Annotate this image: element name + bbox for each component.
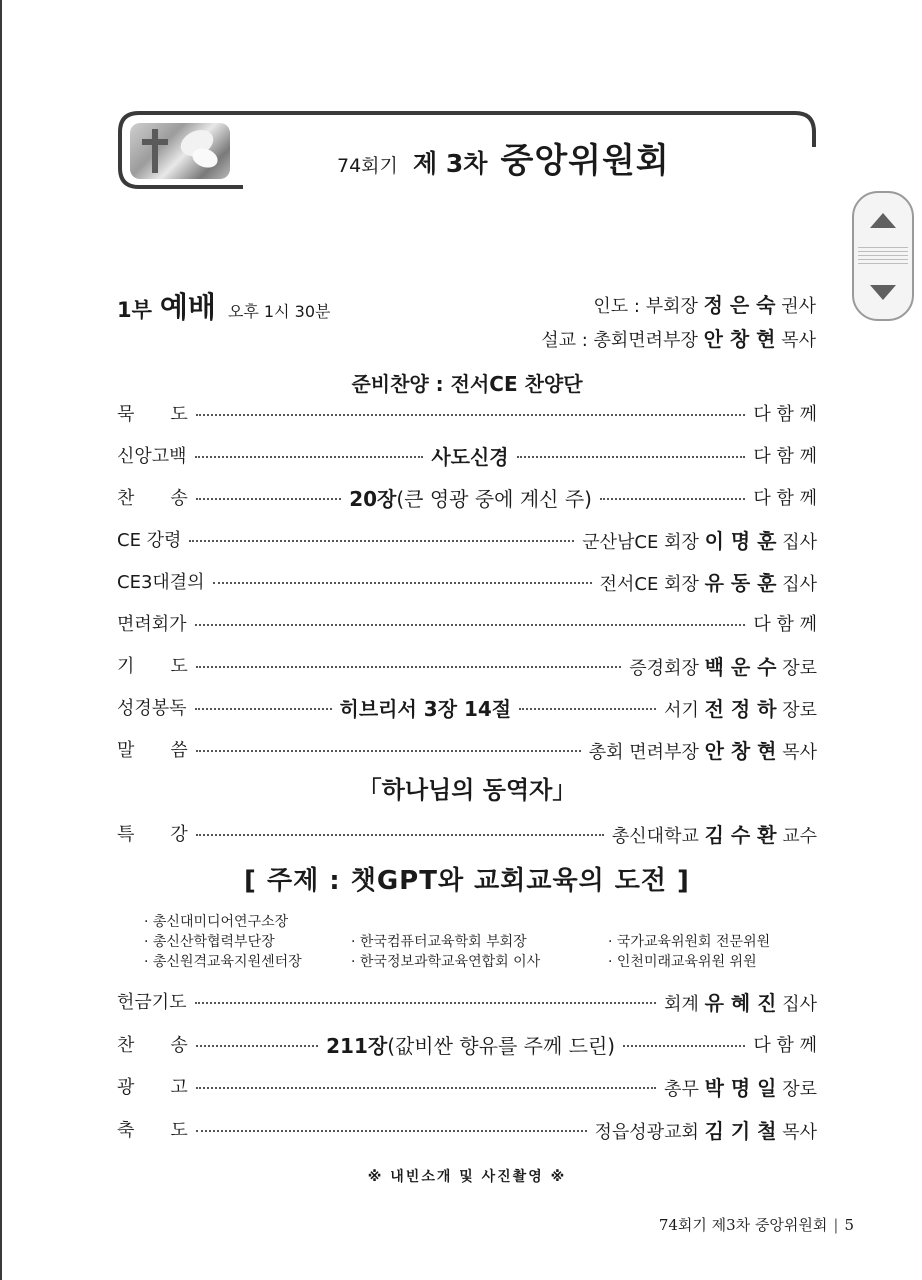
row-label: 묵 도 [117, 404, 188, 425]
program-row [117, 986, 817, 1016]
part-time: 오후 1시 30분 [227, 302, 331, 321]
page-left-border [0, 0, 2, 1280]
row-org: 증경회장 [629, 657, 699, 679]
banner-photo [130, 123, 230, 179]
row-label: 헌금기도 [117, 992, 187, 1013]
row-person: 다 함 께 [753, 404, 817, 425]
lecture-theme: [ 주제 : 챗GPT와 교회교육의 도전 ] [244, 866, 690, 896]
row-person [629, 651, 817, 680]
part-number: 1부 [117, 298, 152, 322]
leader-dots [623, 1045, 745, 1047]
row-label: 찬 송 [117, 488, 188, 509]
row-org: 정읍성광교회 [594, 1121, 699, 1143]
prelude-line: 준비찬양 : 전서CE 찬양단 [351, 372, 583, 396]
program-row-lecture [117, 818, 817, 848]
row-name: 유 동 훈 [704, 570, 777, 595]
leader-dots [196, 666, 622, 668]
row-name: 이 명 훈 [704, 528, 777, 553]
row-name: 안 창 현 [704, 738, 777, 763]
row-title: 장로 [782, 699, 818, 721]
row-name: 박 명 일 [704, 1075, 777, 1100]
row-person: 다 함 께 [753, 488, 817, 509]
row-person: 다 함 께 [753, 614, 817, 635]
row-label: 말 씀 [117, 740, 188, 761]
leader-dots [189, 540, 574, 542]
program-row [117, 650, 817, 680]
row-org: 군산남CE 회장 [582, 531, 699, 553]
scroll-grip[interactable] [858, 247, 908, 265]
preacher-role: 설교 : 총회면려부장 [541, 330, 698, 351]
leader-dots [196, 834, 604, 836]
leader-dots [196, 414, 746, 416]
leader-role: 인도 : 부회장 [593, 296, 698, 317]
program-row [117, 1071, 817, 1101]
program-row [117, 440, 817, 470]
program-row [117, 734, 817, 764]
leader-dots [196, 1087, 656, 1089]
title-round: 제 3차 [412, 149, 488, 178]
row-person [664, 693, 817, 722]
program-row [117, 1029, 817, 1059]
leader-title: 권사 [781, 296, 816, 317]
row-name: 백 운 수 [704, 654, 777, 679]
row-label: 성경봉독 [117, 698, 187, 719]
credentials-col-1 [144, 912, 302, 972]
row-person [582, 525, 817, 554]
page-title [337, 133, 670, 182]
row-person [600, 567, 817, 596]
row-label: 신앙고백 [117, 446, 187, 467]
footer-separator: | [833, 1216, 839, 1234]
credentials-col-3 [608, 932, 770, 972]
row-name: 김 수 환 [704, 822, 777, 847]
program-row [117, 566, 817, 596]
leader-dots [196, 750, 581, 752]
row-org: 서기 [664, 699, 699, 721]
leader-dots [196, 498, 341, 500]
preacher-title: 목사 [781, 330, 816, 351]
preacher-name: 안 창 현 [703, 327, 776, 351]
row-person [664, 1072, 817, 1101]
row-org: 전서CE 회장 [599, 573, 699, 595]
hymn-title: (값비싼 향유를 주께 드린) [387, 1033, 616, 1058]
title-banner [117, 111, 817, 191]
leader-dots [600, 498, 745, 500]
row-label: 축 도 [117, 1120, 188, 1141]
row-person: 다 함 께 [753, 446, 818, 467]
row-center: 사도신경 [431, 444, 509, 469]
credential-item: · 한국정보과학교육연합회 이사 [351, 954, 541, 970]
preacher-line [541, 323, 816, 352]
footer-text: 74회기 제3차 중앙위원회 [658, 1216, 828, 1234]
page-footer [659, 1214, 854, 1235]
row-person [612, 819, 817, 848]
leader-dots [213, 582, 592, 584]
row-name: 전 정 하 [704, 696, 777, 721]
row-label: CE3대결의 [117, 572, 205, 593]
leader-dots [519, 708, 656, 710]
program-row [117, 1114, 817, 1144]
part-name: 예배 [159, 290, 216, 324]
leader-line [593, 289, 816, 318]
row-center: 히브리서 3장 14절 [339, 696, 512, 721]
scroll-up-button[interactable] [854, 197, 912, 243]
leader-dots [196, 1130, 587, 1132]
hymn-title: (큰 영광 중에 계신 주) [396, 486, 592, 511]
leader-dots [195, 708, 332, 710]
row-title: 목사 [782, 741, 817, 763]
program-row [117, 524, 817, 554]
row-name: 김 기 철 [704, 1118, 777, 1143]
credential-item: · 국가교육위원회 전문위원 [608, 934, 771, 950]
row-title: 목사 [782, 1121, 817, 1143]
program-row [117, 398, 817, 428]
page-number: 5 [844, 1216, 854, 1234]
row-label: 면려회가 [117, 614, 187, 635]
credential-item: · 한국컴퓨터교육학회 부회장 [351, 934, 527, 950]
leader-name: 정 은 숙 [703, 293, 776, 317]
row-label: CE 강령 [117, 530, 182, 551]
credentials-col-2 [351, 932, 540, 972]
row-center [349, 483, 592, 512]
row-org: 총신대학교 [611, 825, 699, 847]
arrow-down-icon [870, 285, 896, 300]
row-person [595, 1115, 817, 1144]
row-center [326, 1030, 615, 1059]
scroll-down-button[interactable] [854, 269, 912, 315]
leader-dots [196, 1045, 318, 1047]
leader-dots [195, 456, 424, 458]
part-heading [117, 285, 330, 326]
row-person [664, 987, 817, 1016]
row-label: 찬 송 [117, 1035, 188, 1056]
credential-item: · 총신산학협력부단장 [144, 934, 275, 950]
row-title: 집사 [782, 993, 817, 1015]
closing-note: ※ 내빈소개 및 사진촬영 ※ [367, 1169, 567, 1185]
leader-dots [195, 1002, 657, 1004]
credential-item: · 인천미래교육위원 위원 [608, 954, 757, 970]
row-label: 특 강 [117, 824, 188, 845]
page-scroll-widget[interactable] [852, 191, 914, 321]
program-row [117, 608, 817, 638]
sermon-title: 「하나님의 동역자」 [357, 776, 577, 804]
row-org: 총무 [664, 1078, 699, 1100]
leader-dots [195, 624, 746, 626]
arrow-up-icon [870, 213, 896, 228]
title-main: 중앙위원회 [500, 141, 670, 181]
row-title: 교수 [782, 825, 817, 847]
row-title: 장로 [782, 1078, 817, 1100]
program-row [117, 482, 817, 512]
row-person: 다 함 께 [753, 1035, 818, 1056]
title-session: 74회기 [337, 155, 398, 177]
hymn-number: 211장 [326, 1033, 388, 1058]
row-title: 집사 [782, 573, 817, 595]
credential-item: · 총신대미디어연구소장 [144, 914, 289, 930]
row-org: 총회 면려부장 [588, 741, 699, 763]
row-label: 광 고 [117, 1077, 188, 1098]
leader-dots [517, 456, 746, 458]
row-label: 기 도 [117, 656, 188, 677]
row-org: 회계 [664, 993, 699, 1015]
credential-item: · 총신원격교육지원센터장 [144, 954, 302, 970]
program-row [117, 692, 817, 722]
row-title: 집사 [782, 531, 817, 553]
row-name: 유 혜 진 [704, 990, 777, 1015]
row-title: 장로 [782, 657, 817, 679]
hymn-number: 20장 [349, 486, 397, 511]
row-person [589, 735, 817, 764]
